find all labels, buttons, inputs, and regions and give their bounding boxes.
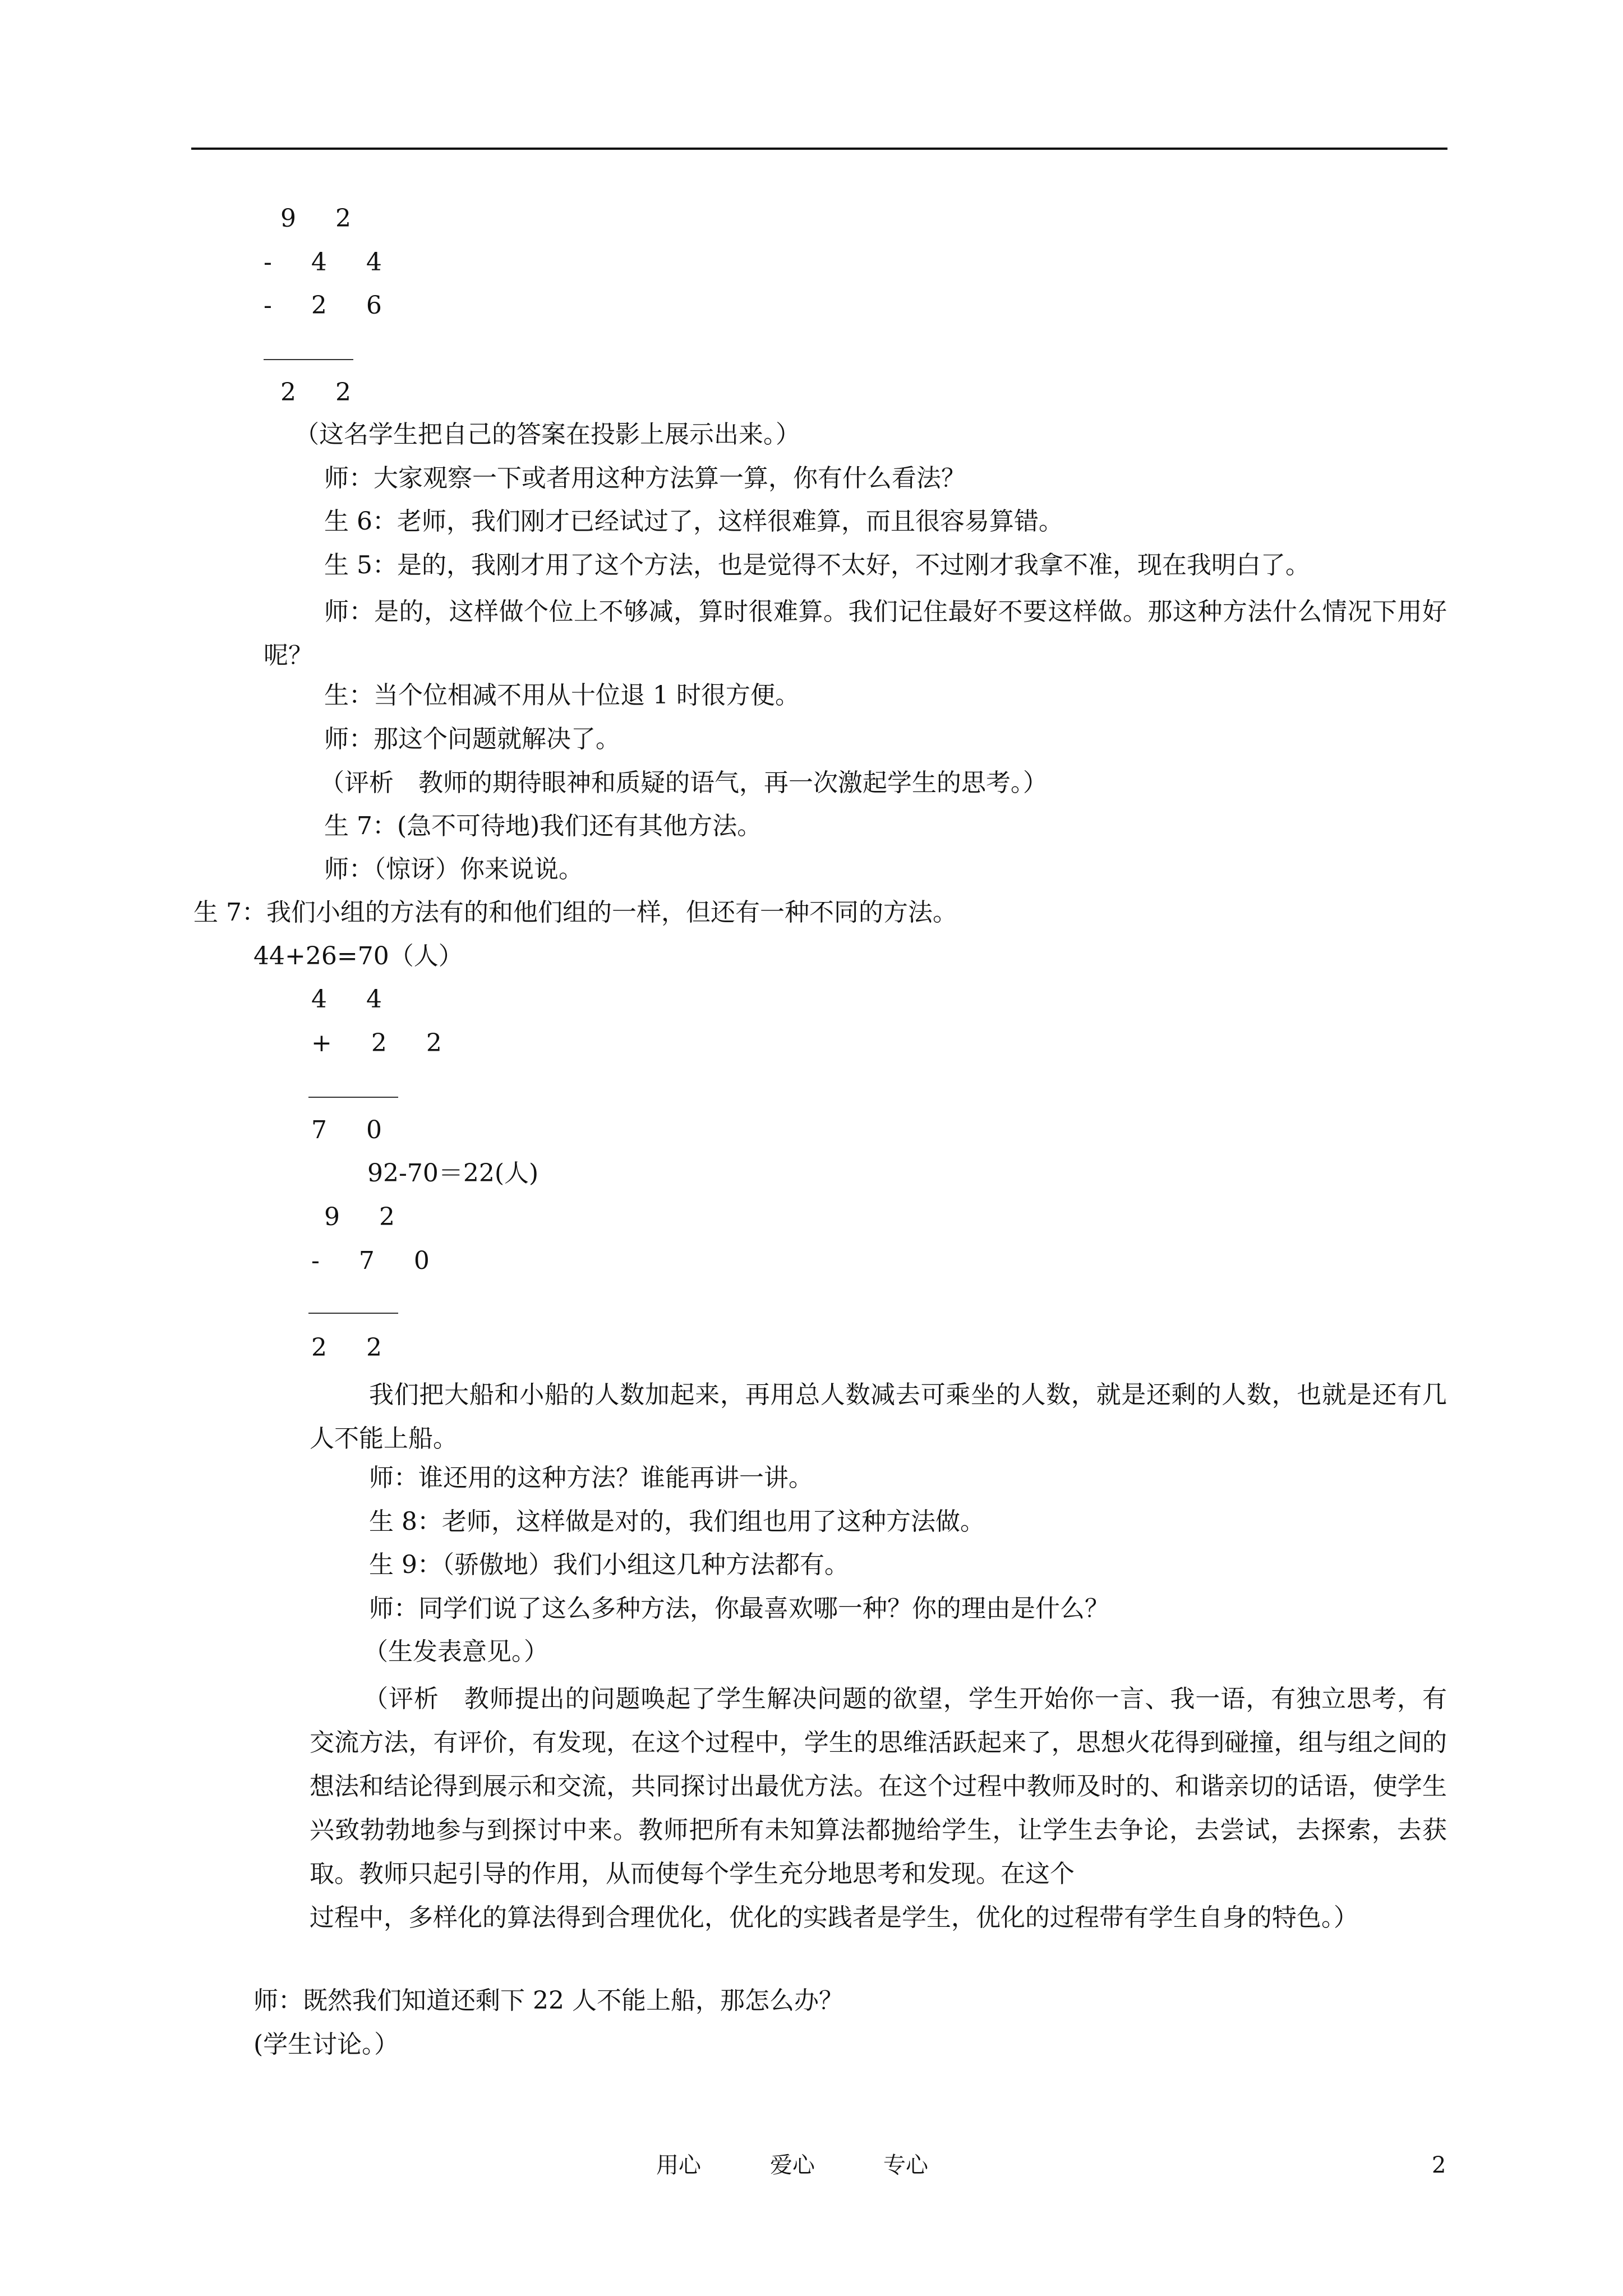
text-line: （评析 教师的期待眼神和质疑的语气，再一次激起学生的思考。） [320, 769, 1048, 797]
arith1-minuend: 9 2 [280, 204, 367, 233]
arith2-addend-1: 4 4 [311, 985, 398, 1014]
text-line: 生：当个位相减不用从十位退 1 时很方便。 [324, 681, 800, 710]
text-line: 师：谁还用的这种方法？谁能再讲一讲。 [369, 1464, 813, 1492]
text-line: 师：那这个问题就解决了。 [324, 725, 620, 753]
text-line: 生 7：我们小组的方法有的和他们组的一样，但还有一种不同的方法。 [193, 898, 957, 927]
arith1-result: 2 2 [280, 378, 367, 407]
analysis-paragraph: （评析 教师提出的问题唤起了学生解决问题的欲望，学生开始你一言、我一语，有独立思考，有交流方法，有评价，有发现，在这个过程中，学生的思维活跃起来了，思想火花得到碰撞，组与组之间的想法和结论得到展示和交流，共同探讨出最优方法。在这个过程中教师及时的、和谐亲切的话语，使学生兴致勃勃地参与到探讨中来。教师把所有未知算法都抛给学生，让学生去争论，去尝试，去探索，去获取。教师只起引导的作用，从而使每个学生充分地思考和发现。在这个 [310, 1685, 1447, 1888]
equation: 92-70＝22(人) [367, 1159, 539, 1188]
text-line: （这名学生把自己的答案在投影上展示出来。） [294, 420, 800, 449]
footer-motto-2: 爱心 [770, 2152, 815, 2178]
text-line: (学生讨论。） [253, 2030, 399, 2059]
header-rule [191, 148, 1447, 150]
arith1-bar [264, 359, 353, 360]
paragraph: 我们把大船和小船的人数加起来，再用总人数减去可乘坐的人数，就是还剩的人数，也就是还有几人不能上船。 [310, 1381, 1447, 1453]
arith3-bar [308, 1313, 398, 1314]
arith3-subtrahend: - 7 0 [311, 1246, 445, 1275]
text-line: 生 6：老师，我们刚才已经试过了，这样很难算，而且很容易算错。 [324, 507, 1063, 536]
text-line: 师：同学们说了这么多种方法，你最喜欢哪一种？你的理由是什么？ [369, 1594, 1109, 1623]
arith2-bar [308, 1097, 398, 1098]
paragraph: 师：是的，这样做个位上不够减，算时很难算。我们记住最好不要这样做。那这种方法什么情况下用好呢？ [264, 597, 1447, 670]
arith3-result: 2 2 [311, 1333, 398, 1362]
arith1-subtrahend-2: - 2 6 [264, 291, 398, 320]
text-line: 生 7：(急不可待地)我们还有其他方法。 [324, 812, 762, 840]
text-line: 生 8：老师，这样做是对的，我们组也用了这种方法做。 [369, 1507, 985, 1536]
arith1-subtrahend-1: - 4 4 [264, 248, 398, 277]
text-line: 师：既然我们知道还剩下 22 人不能上船，那怎么办？ [253, 1986, 843, 2015]
analysis-paragraph-cont: 过程中，多样化的算法得到合理优化，优化的实践者是学生，优化的过程带有学生自身的特色。） [310, 1903, 1358, 1932]
text-line: （生发表意见。） [363, 1637, 548, 1666]
text-line: 师：大家观察一下或者用这种方法算一算，你有什么看法？ [324, 464, 966, 493]
page-number: 2 [1432, 2152, 1446, 2178]
footer-motto-3: 专心 [883, 2152, 928, 2178]
arith2-result: 7 0 [311, 1116, 398, 1144]
arith3-minuend: 9 2 [324, 1203, 411, 1231]
text-line: 生 5：是的，我刚才用了这个方法，也是觉得不太好，不过刚才我拿不准，现在我明白了。 [324, 551, 1310, 579]
equation: 44+26=70（人） [253, 942, 463, 970]
text-line: 生 9：（骄傲地）我们小组这几种方法都有。 [369, 1550, 849, 1579]
text-line: 师：（惊讶）你来说说。 [324, 855, 583, 884]
arith2-addend-2: + 2 2 [311, 1029, 458, 1057]
footer-motto-1: 用心 [656, 2152, 701, 2178]
